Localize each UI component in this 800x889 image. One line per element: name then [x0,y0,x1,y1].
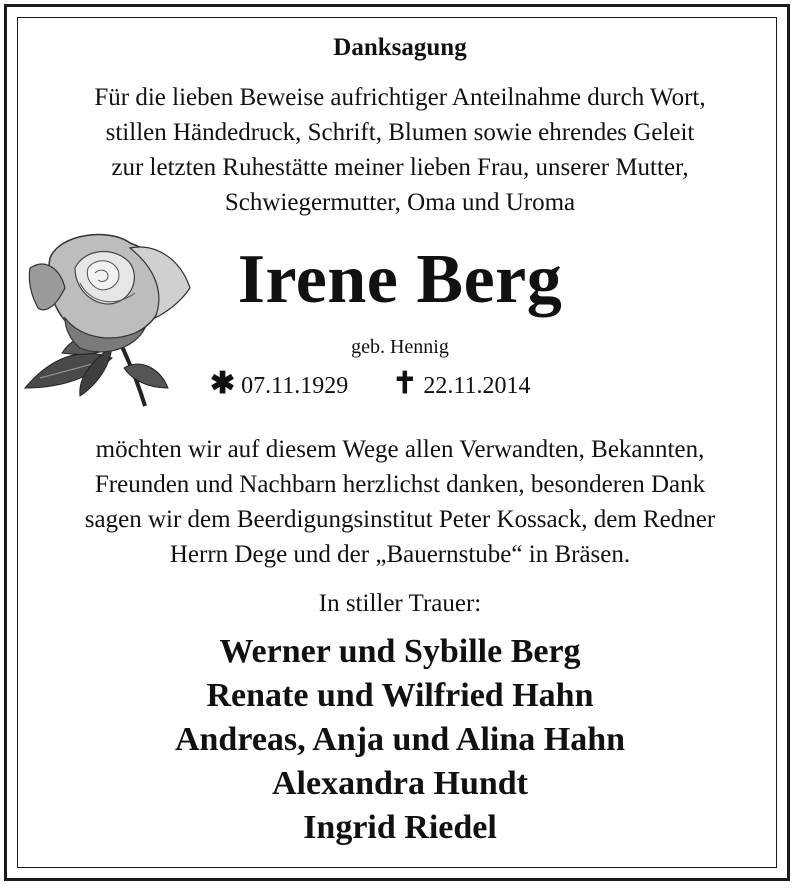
mourner-name: Renate und Wilfried Hahn [206,677,594,714]
intro-text [0,80,800,220]
thanks-line: Freunden und Nachbarn herzlichst danken, besonderen Dank [94,471,706,498]
mourning-label: In stiller Trauer: [318,590,482,617]
asterisk-icon: ✱ [210,367,236,400]
thanks-line: Herrn Dege und der „Bauernstube“ in Bräsen. [169,541,631,568]
thanks-line: sagen wir dem Beerdigungsinstitut Peter Kossack, dem Redner [84,506,716,533]
deceased-name: Irene Berg [237,241,563,318]
mourner-list [0,630,800,850]
intro-line: Schwiegermutter, Oma und Uroma [224,189,576,216]
mourner-name: Alexandra Hundt [272,765,528,802]
death-date: 22.11.2014 [423,373,531,399]
rose-icon [20,228,195,408]
intro-line: stillen Händedruck, Schrift, Blumen sowie ehrendes Geleit [105,119,695,146]
thanks-line: möchten wir auf diesem Wege allen Verwandten, Bekannten, [95,436,705,463]
mourner-name: Ingrid Riedel [303,809,497,846]
birth-date: 07.11.1929 [241,373,349,399]
maiden-name: geb. Hennig [351,336,449,358]
heading: Danksagung [333,34,467,61]
mourner-name: Werner und Sybille Berg [219,633,581,670]
intro-line: Für die lieben Beweise aufrichtiger Anteilnahme durch Wort, [94,84,706,111]
life-dates [210,366,531,401]
intro-line: zur letzten Ruhestätte meiner lieben Frau, unserer Mutter, [111,154,689,181]
cross-icon: ✝ [392,367,418,400]
thanks-text [0,432,800,572]
mourner-name: Andreas, Anja und Alina Hahn [174,721,626,758]
